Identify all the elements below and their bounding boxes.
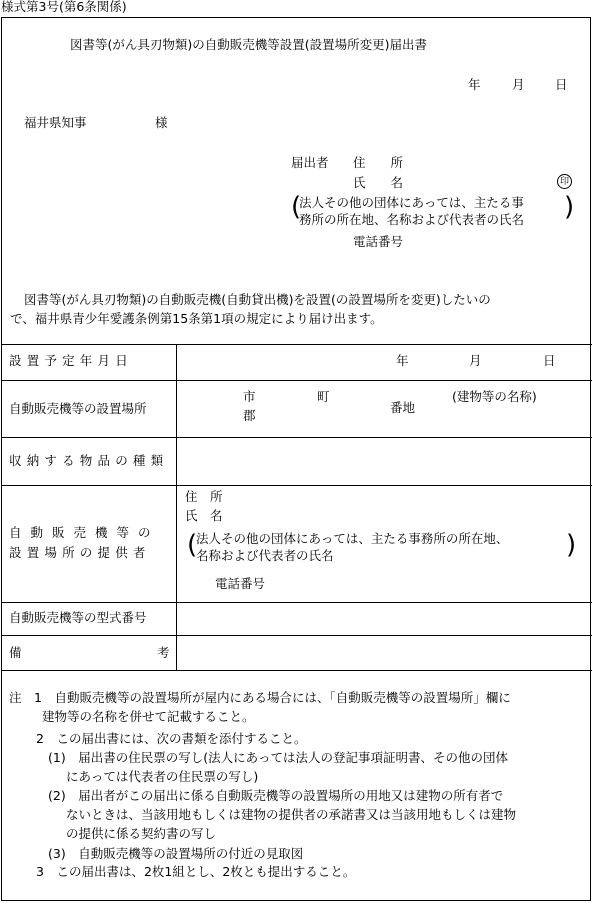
applicant-corp-note-2: 務所の所在地、名称および代表者の氏名 [299, 212, 525, 227]
provider-corp-note-1: 法人その他の団体にあっては、主たる事務所の所在地、 [196, 531, 509, 546]
location-town: 町 [317, 389, 330, 404]
form-number: 様式第3号(第6条関係) [1, 0, 127, 14]
provider-corp-note-2: 名称および代表者の氏名 [196, 548, 334, 563]
divider-row4 [1, 602, 592, 603]
divider-row2 [1, 437, 592, 438]
applicant-paren-open: ( [291, 192, 302, 222]
applicant-name-label: 氏 名 [353, 175, 404, 190]
note-line: 2 この届出書には、次の書類を添付すること。 [36, 731, 307, 746]
row-label-install-date: 設置予定年月日 [9, 353, 133, 368]
location-gun: 郡 [243, 408, 256, 423]
row-label-remarks-2: 考 [157, 645, 170, 660]
note-line: (1) 届出書の住民票の写し(法人にあっては法人の登記事項証明書、その他の団体 [48, 750, 508, 765]
install-date-month: 月 [469, 353, 482, 368]
document-title: 図書等(がん具刃物類)の自動販売機等設置(設置場所変更)届出書 [70, 37, 428, 52]
location-city: 市 [243, 389, 256, 404]
note-line: (3) 自動販売機等の設置場所の付近の見取図 [48, 846, 304, 861]
note-line: (2) 届出者がこの届出に係る自動販売機等の設置場所の用地又は建物の所有者で [48, 788, 504, 803]
note-line: 3 この届出書は、2枚1組とし、2枚とも提出すること。 [36, 864, 356, 879]
row-label-stored-goods: 収納する物品の種類 [9, 453, 169, 468]
body-text-line-1: 図書等(がん具刃物類)の自動販売機(自動貸出機)を設置(の設置場所を変更)したいの [24, 292, 491, 307]
divider-table-top [1, 344, 592, 345]
row-label-install-location: 自動販売機等の設置場所 [9, 401, 147, 416]
row-label-provider-1: 自動販売機等の [9, 525, 160, 540]
applicant-corp-note-1: 法人その他の団体にあっては、主たる事 [299, 195, 524, 210]
provider-address-label: 住 所 [185, 489, 223, 504]
divider-row5 [1, 635, 592, 636]
location-banchi: 番地 [390, 400, 416, 415]
addressee-honorific: 様 [155, 115, 168, 130]
table-column-divider [176, 344, 177, 670]
location-building-name: (建物等の名称) [452, 389, 537, 404]
applicant-label: 届出者 [291, 155, 329, 170]
date-year: 年 [468, 77, 481, 92]
divider-table-bottom [1, 670, 592, 671]
row-label-remarks-1: 備 [9, 645, 22, 660]
note-line: にあっては代表者の住民票の写し) [66, 769, 259, 784]
provider-phone-label: 電話番号 [215, 576, 266, 591]
addressee-name: 福井県知事 [24, 115, 87, 130]
provider-paren-close: ) [566, 530, 577, 560]
provider-name-label: 氏 名 [185, 508, 223, 523]
install-date-year: 年 [396, 353, 409, 368]
row-label-model-number: 自動販売機等の型式番号 [9, 610, 147, 625]
date-day: 日 [555, 77, 568, 92]
provider-paren-open: ( [187, 530, 198, 560]
body-text-line-2: で、福井県青少年愛護条例第15条第1項の規定により届け出ます。 [10, 311, 383, 326]
note-line: ないときは、当該用地もしくは建物の提供者の承諾書又は当該用地もしくは建物 [66, 807, 517, 822]
date-month: 月 [512, 77, 525, 92]
divider-row3 [1, 485, 592, 486]
row-label-provider-2: 設置場所の提供者 [9, 545, 151, 560]
applicant-paren-close: ) [564, 192, 575, 222]
note-line: の提供に係る契約書の写し [66, 826, 217, 841]
note-line: 注 1 自動販売機等の設置場所が屋内にある場合には、「自動販売機等の設置場所」欄に [9, 690, 511, 705]
note-line: 建物等の名称を併せて記載すること。 [42, 709, 255, 724]
applicant-phone-label: 電話番号 [353, 234, 404, 249]
seal-mark: 印 [557, 174, 572, 189]
divider-row1 [1, 380, 592, 381]
install-date-day: 日 [543, 353, 556, 368]
applicant-address-label: 住 所 [353, 155, 404, 170]
